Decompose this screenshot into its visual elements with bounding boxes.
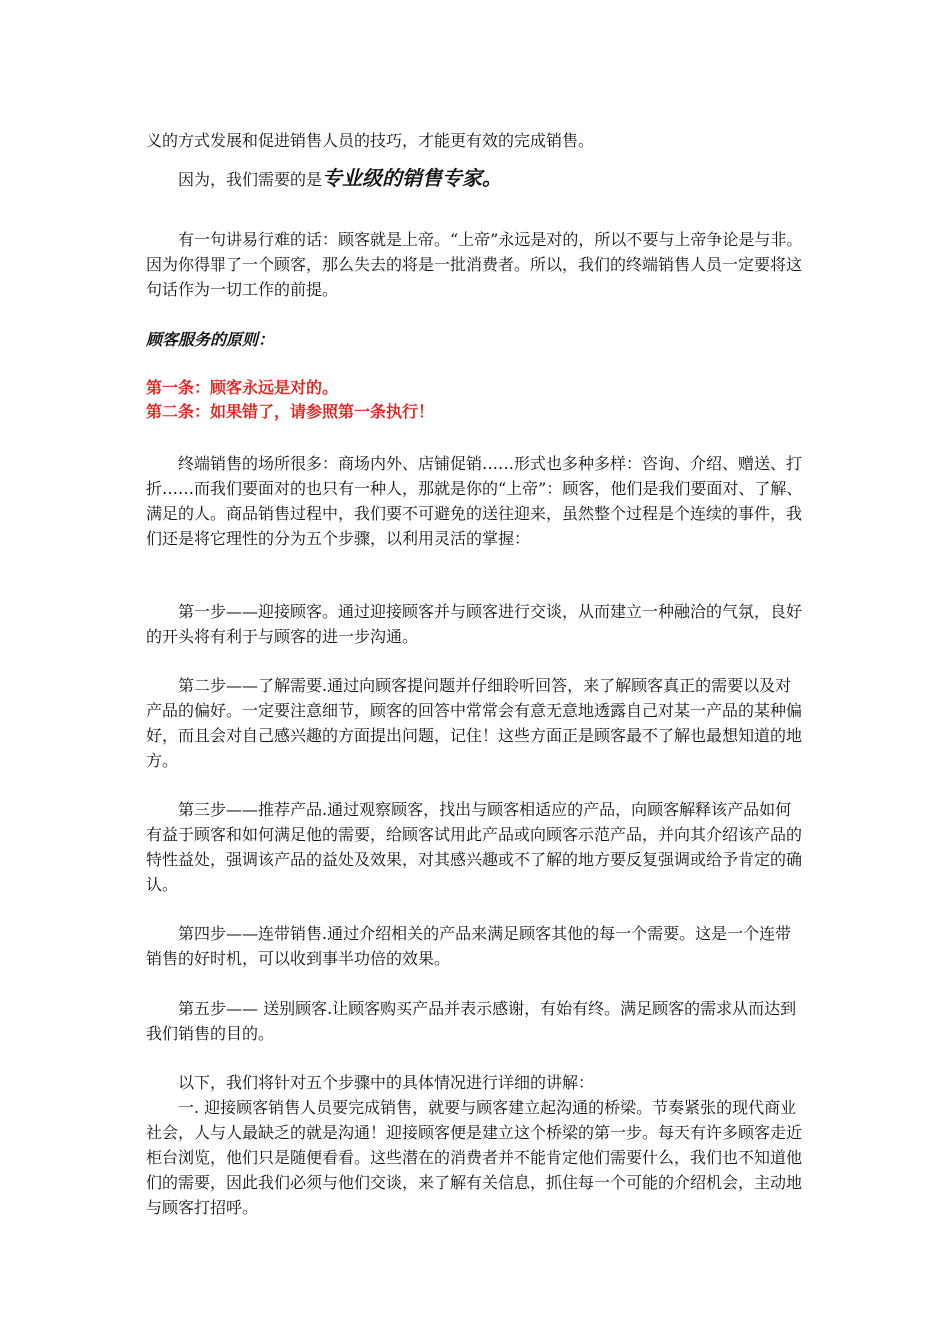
step-1: 第一步——迎接顾客。通过迎接顾客并与顾客进行交谈，从而建立一种融洽的气氛，良好的开头将有利于与顾客的进一步沟通。 [146, 602, 803, 646]
emphasis-sales-expert: 专业级的销售专家。 [322, 166, 503, 190]
paragraph-section-1: 一. 迎接顾客销售人员要完成销售，就要与顾客建立起沟通的桥梁。节奏紧张的现代商业社会，人与人最缺乏的就是沟通！迎接顾客便是建立这个桥梁的第一步。每天有许多顾客走近柜台浏览，他们只是随便看看。这些潜在的消费者并不能肯定他们需要什么，我们也不知道他们的需要，因此我们必须与他们交谈，来了解有关信息，抓住每一个可能的介绍机会，主动地与顾客打招呼。 [146, 1098, 803, 1217]
step-4: 第四步——连带销售.通过介绍相关的产品来满足顾客其他的每一个需要。这是一个连带销售的好时机，可以收到事半功倍的效果。 [146, 924, 792, 968]
paragraph-detail-intro: 以下，我们将针对五个步骤中的具体情况进行详细的讲解： [178, 1073, 595, 1092]
step-3: 第三步——推荐产品.通过观察顾客，找出与顾客相适应的产品，向顾客解释该产品如何有益于顾客和如何满足他的需要，给顾客试用此产品或向顾客示范产品，并向其介绍该产品的特性益处，强调该产品的益处及效果，对其感兴趣或不了解的地方要反复强调或给予肯定的确认。 [146, 800, 803, 894]
rule-2: 第二条：如果错了，请参照第一条执行！ [146, 402, 435, 421]
paragraph-because [146, 163, 806, 195]
paragraph-intro-end: 义的方式发展和促进销售人员的技巧，才能更有效的完成销售。 [146, 131, 595, 150]
because-prefix: 因为，我们需要的是 [178, 170, 323, 189]
paragraph-customer-god: 有一句讲易行难的话：顾客就是上帝。“上帝”永远是对的，所以不要与上帝争论是与非。因为你得罪了一个顾客，那么失去的将是一批消费者。所以，我们的终端销售人员一定要将这句话作为一切工作的前提。 [146, 230, 803, 299]
step-5: 第五步—— 送别顾客.让顾客购买产品并表示感谢，有始有终。满足顾客的需求从而达到我们销售的目的。 [146, 999, 797, 1043]
step-2: 第二步——了解需要.通过向顾客提问题并仔细聆听回答，来了解顾客真正的需要以及对产品的偏好。一定要注意细节，顾客的回答中常常会有意无意地透露自己对某一产品的某种偏好，而且会对自己感兴趣的方面提出问题，记住！这些方面正是顾客最不了解也最想知道的地方。 [146, 676, 803, 770]
paragraph-venues: 终端销售的场所很多：商场内外、店铺促销……形式也多种多样：咨询、介绍、赠送、打折……而我们要面对的也只有一种人，那就是你的“上帝”：顾客，他们是我们要面对、了解、满足的人。商品销售过程中，我们要不可避免的送往迎来，虽然整个过程是个连续的事件，我们还是将它理性的分为五个步骤，以利用灵活的掌握： [146, 454, 803, 548]
principles-heading: 顾客服务的原则： [146, 330, 275, 349]
rule-1: 第一条：顾客永远是对的。 [146, 378, 339, 397]
